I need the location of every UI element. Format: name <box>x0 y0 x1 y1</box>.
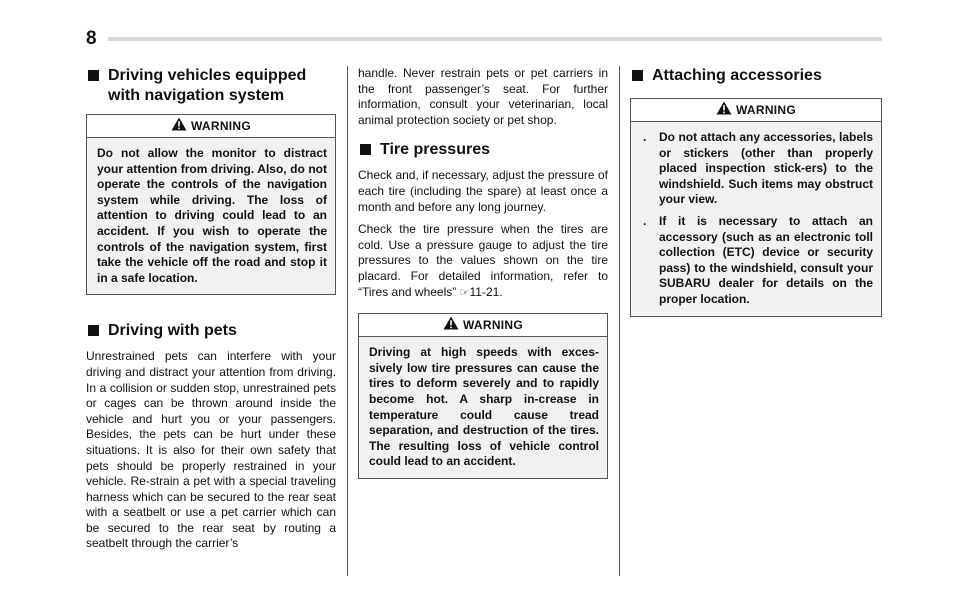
warning-text: Driving at high speeds with exces-sively low tire pressures can cause the tires to deform severely and to rapidly become hot. A sharp in-crease in temperature could cause tread separation, and destruction of the tires. The resulting loss of vehicle control could lead to an accident. <box>369 345 599 469</box>
tires-paragraph-2-text: Check the tire pressure when the tires are cold. Use a pressure gauge to adjust the tire pressures to the values shown on the tire placard. For detailed information, refer to “Tires and wheels” <box>358 222 608 299</box>
section-marker-icon <box>88 70 99 81</box>
warning-body <box>631 122 881 316</box>
section-heading-tires <box>358 140 608 160</box>
section-marker-icon <box>88 325 99 336</box>
pets-paragraph: Unrestrained pets can interfere with your driving and distract your attention from driving. In a collision or sudden stop, unrestrained pets or cages can be thrown around inside the vehicle and hurt you or your passengers. Besides, the pets can be hurt under these situations. It is also for their own safety that pets should be properly restrained in your vehicle. Re-strain a pet with a special traveling harness which can be secured to the rear seat with a seatbelt or use a pet carrier which can be secured to the rear seat by routing a seatbelt through the carrier’s <box>86 349 336 551</box>
page-reference-link[interactable]: 11-21. <box>469 284 503 299</box>
tires-paragraph-1: Check and, if necessary, adjust the pressure of each tire (including the spare) at least once a month and before any long journey. <box>358 168 608 214</box>
section-heading-text: Driving with pets <box>108 322 237 340</box>
section-heading-navigation <box>86 66 336 106</box>
column-divider-right <box>619 66 620 576</box>
warning-label: WARNING <box>190 119 252 133</box>
warning-text: Do not allow the monitor to distract your attention from driving. Also, do not operate the controls of the navigation system while driving. The loss of attention to driving could lead to an accident. If you wish to operate the controls of the navigation system, first take the vehicle off the road and stop it in a safe location. <box>97 146 327 285</box>
section-heading-text: Tire pressures <box>380 141 490 159</box>
column-3 <box>630 66 882 325</box>
tires-paragraph-2 <box>358 222 608 301</box>
warning-header <box>359 314 607 337</box>
column-2 <box>358 66 608 487</box>
header-rule <box>108 37 882 41</box>
section-heading-text: Attaching accessories <box>652 67 822 84</box>
warning-item-text: If it is necessary to attach an accessory (such as an electronic toll collection (ETC) device or security pass) to the windshield, consult your SUBARU dealer for details on the proper location. <box>659 213 873 306</box>
warning-header <box>87 115 335 138</box>
bullet: . <box>643 130 647 144</box>
section-marker-icon <box>632 70 643 81</box>
section-heading-accessories <box>630 66 882 86</box>
column-1 <box>86 66 336 559</box>
warning-box-navigation <box>86 114 336 295</box>
warning-list <box>641 130 873 308</box>
warning-item-text: Do not attach any accessories, labels or stickers (other than properly placed inspection stick-ers) to the windshield. Such items may obstruct your view. <box>659 130 873 207</box>
page-header <box>86 28 882 50</box>
section-heading-pets <box>86 321 336 341</box>
bullet: . <box>643 213 647 228</box>
column-divider-left <box>347 66 348 576</box>
warning-list-item <box>641 130 873 208</box>
section-heading-text: Driving vehicles equipped with navigation system <box>108 67 307 104</box>
warning-list-item <box>641 214 873 308</box>
warning-triangle-icon <box>171 117 187 131</box>
warning-box-accessories <box>630 98 882 317</box>
pets-paragraph-continued: handle. Never restrain pets or pet carriers in the front passenger’s seat. For further information, consult your veterinarian, local animal protection society or pet shop. <box>358 66 608 127</box>
warning-triangle-icon <box>716 101 732 115</box>
section-marker-icon <box>360 144 371 155</box>
warning-header <box>631 99 881 122</box>
warning-label: WARNING <box>735 103 797 117</box>
warning-box-tires <box>358 313 608 479</box>
warning-label: WARNING <box>462 318 524 333</box>
warning-triangle-icon <box>443 316 459 330</box>
page-number: 8 <box>86 28 97 49</box>
page-reference-icon: ☞ <box>459 286 470 299</box>
